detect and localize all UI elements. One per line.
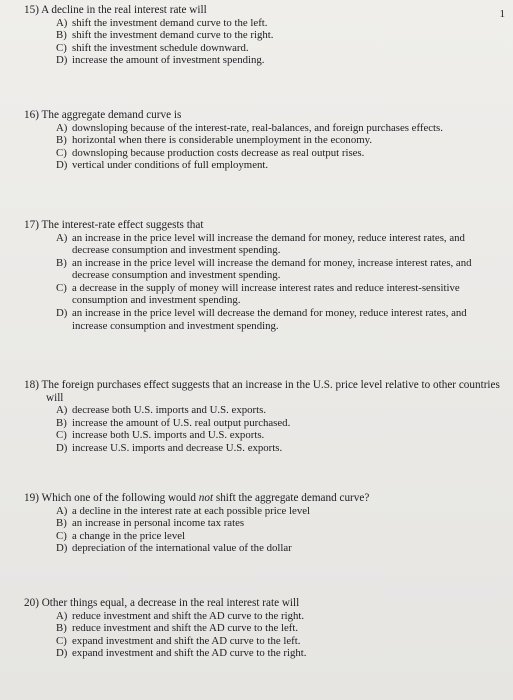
question-stem <box>0 597 513 610</box>
option-text: shift the investment schedule downward. <box>72 41 249 54</box>
option-letter: C) <box>56 146 67 159</box>
option-letter: B) <box>56 622 67 635</box>
question-number: 16) <box>24 109 39 121</box>
answer-option-d <box>0 542 513 555</box>
answer-option-c <box>0 429 513 442</box>
answer-option-c <box>0 147 513 160</box>
option-text: increase the amount of investment spending. <box>72 54 265 67</box>
option-text: increase both U.S. imports and U.S. exports. <box>72 429 265 442</box>
question-text: The foreign purchases effect suggests that an increase in the U.S. price level relative to other countries will <box>41 379 500 404</box>
answer-option-d <box>0 307 513 332</box>
question-stem <box>0 492 513 505</box>
option-letter: A) <box>56 609 68 622</box>
option-text: expand investment and shift the AD curve to the right. <box>72 647 307 660</box>
question-text: The interest-rate effect suggests that <box>41 219 204 231</box>
question-15 <box>0 4 513 67</box>
option-letter: C) <box>56 429 67 442</box>
option-text: downsloping because of the interest-rate, real-balances, and foreign purchases effects. <box>72 121 443 134</box>
answer-option-a <box>0 17 513 30</box>
question-stem <box>0 219 513 232</box>
question-20 <box>0 597 513 660</box>
answer-option-d <box>0 54 513 67</box>
question-number: 17) <box>24 219 39 231</box>
option-text: horizontal when there is considerable unemployment in the economy. <box>72 134 373 147</box>
option-letter: A) <box>56 404 68 416</box>
answer-option-b <box>0 417 513 430</box>
option-text: a decline in the interest rate at each possible price level <box>72 504 311 517</box>
option-text: downsloping because production costs decrease as real output rises. <box>72 146 365 159</box>
option-letter: A) <box>56 121 68 134</box>
page-number: 1 <box>499 8 505 20</box>
option-text: reduce investment and shift the AD curve to the right. <box>72 609 305 622</box>
option-letter: B) <box>56 416 67 429</box>
option-letter: A) <box>56 231 68 244</box>
answer-option-b <box>0 517 513 530</box>
answer-option-a <box>0 232 513 257</box>
question-stem <box>0 109 513 122</box>
question-18 <box>0 379 513 454</box>
option-letter: D) <box>56 159 68 172</box>
option-letter: B) <box>56 134 67 147</box>
question-number: 19) <box>24 492 39 504</box>
option-text: vertical under conditions of full employment. <box>72 159 269 172</box>
question-16 <box>0 109 513 172</box>
option-text: expand investment and shift the AD curve to the left. <box>72 634 301 647</box>
option-text: an increase in the price level will increase the demand for money, increase interest rates, and decrease consumption and investment spending. <box>72 256 472 282</box>
option-letter: D) <box>56 54 68 67</box>
option-letter: C) <box>56 529 67 542</box>
option-letter: B) <box>56 517 67 530</box>
question-number: 20) <box>24 597 39 609</box>
option-letter: B) <box>56 29 67 42</box>
question-text-end: shift the aggregate demand curve? <box>213 492 370 504</box>
question-text-start: Which one of the following would <box>41 492 199 504</box>
option-text: an increase in the price level will increase the demand for money, reduce interest rates, and decrease consumption and investment spending. <box>72 231 465 257</box>
answer-option-b <box>0 134 513 147</box>
option-text: a change in the price level <box>72 529 186 542</box>
option-text: decrease both U.S. imports and U.S. exports. <box>72 404 267 416</box>
answer-option-c <box>0 635 513 648</box>
option-letter: A) <box>56 504 68 517</box>
option-letter: C) <box>56 634 67 647</box>
answer-option-a <box>0 122 513 135</box>
option-letter: D) <box>56 307 68 320</box>
question-stem <box>0 379 513 404</box>
question-19 <box>0 492 513 555</box>
question-text: Other things equal, a decrease in the real interest rate will <box>41 597 300 609</box>
answer-option-a <box>0 610 513 623</box>
answer-option-c <box>0 42 513 55</box>
answer-option-b <box>0 257 513 282</box>
option-text: an increase in the price level will decrease the demand for money, reduce interest rates, and increase consumption and investment spending. <box>72 307 467 332</box>
answer-option-b <box>0 29 513 42</box>
option-text: an increase in personal income tax rates <box>72 517 245 530</box>
option-letter: B) <box>56 256 67 269</box>
question-text: The aggregate demand curve is <box>41 109 182 121</box>
answer-option-d <box>0 442 513 455</box>
answer-option-d <box>0 159 513 172</box>
question-stem <box>0 4 513 17</box>
answer-option-a <box>0 404 513 417</box>
option-letter: C) <box>56 41 67 54</box>
answer-option-c <box>0 282 513 307</box>
question-text: A decline in the real interest rate will <box>41 4 207 16</box>
option-text: shift the investment demand curve to the right. <box>72 29 274 42</box>
question-number: 18) <box>24 379 39 391</box>
option-letter: D) <box>56 542 68 555</box>
answer-option-c <box>0 530 513 543</box>
question-text-emphasis: not <box>198 492 214 504</box>
option-letter: D) <box>56 441 68 454</box>
option-letter: C) <box>56 281 67 294</box>
option-letter: D) <box>56 647 68 660</box>
answer-option-a <box>0 505 513 518</box>
option-text: depreciation of the international value of the dollar <box>72 542 292 555</box>
option-text: increase the amount of U.S. real output purchased. <box>72 416 291 429</box>
option-letter: A) <box>56 16 68 29</box>
question-17 <box>0 219 513 332</box>
option-text: shift the investment demand curve to the left. <box>72 16 268 29</box>
answer-option-d <box>0 647 513 660</box>
answer-option-b <box>0 622 513 635</box>
option-text: a decrease in the supply of money will increase interest rates and reduce interest-sensitive consumption and investment spending. <box>72 281 460 307</box>
option-text: reduce investment and shift the AD curve to the left. <box>72 622 299 635</box>
question-number: 15) <box>24 4 39 16</box>
option-text: increase U.S. imports and decrease U.S. exports. <box>72 441 283 454</box>
